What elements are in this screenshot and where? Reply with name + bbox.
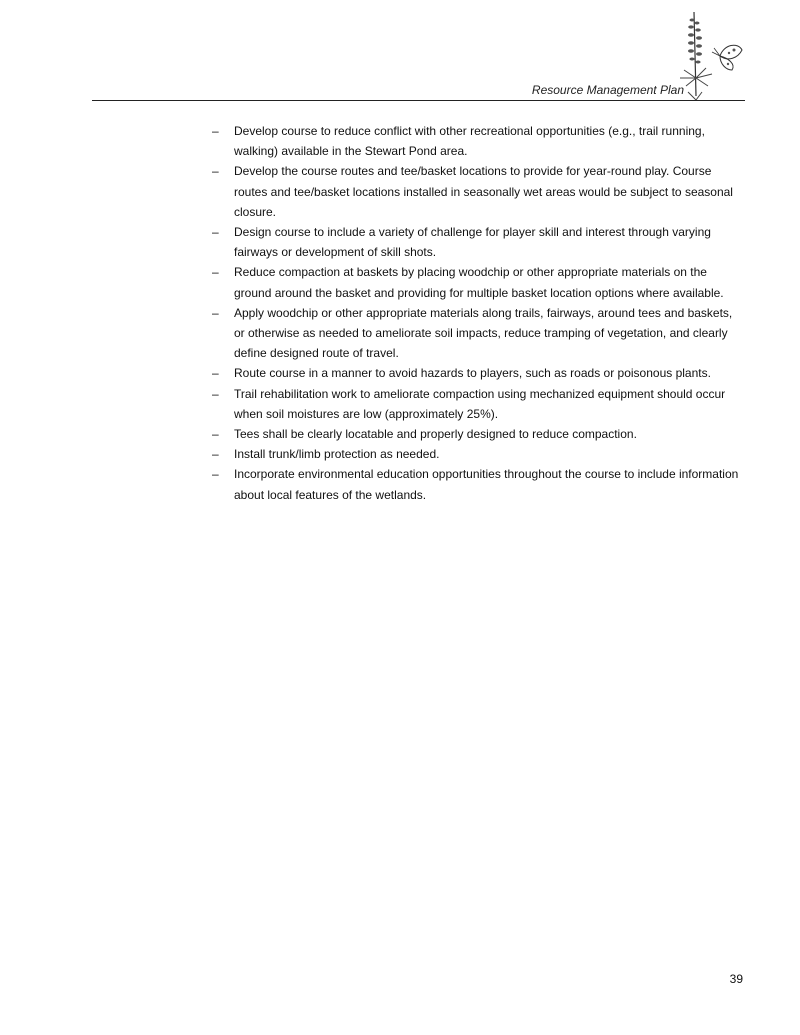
bullet-dash: –	[212, 366, 219, 381]
bullet-dash: –	[212, 164, 219, 179]
list-item	[212, 303, 742, 364]
list-item-text: Apply woodchip or other appropriate materials along trails, fairways, around tees and baskets, or otherwise as needed to ameliorate soil impacts, reduce tramping of vegetation, and clearly define designed route of travel.	[234, 305, 733, 361]
list-item	[212, 363, 742, 383]
page-number: 39	[729, 972, 743, 986]
bullet-dash: –	[212, 427, 219, 442]
list-item	[212, 424, 742, 444]
list-item-text: Develop course to reduce conflict with other recreational opportunities (e.g., trail running, walking) available in the Stewart Pond area.	[234, 124, 705, 159]
list-item	[212, 384, 742, 424]
plant-and-butterfly-icon	[672, 8, 752, 100]
list-item	[212, 262, 742, 302]
list-item-text: Trail rehabilitation work to ameliorate compaction using mechanized equipment should occur when soil moistures are low (approximately 25%).	[234, 386, 726, 421]
list-item-text: Reduce compaction at baskets by placing woodchip or other appropriate materials on the ground around the basket and providing for multiple basket location options where available.	[234, 265, 724, 300]
list-item	[212, 161, 742, 222]
bullet-dash: –	[212, 265, 219, 280]
list-item	[212, 444, 742, 464]
bullet-dash: –	[212, 386, 219, 401]
bullet-dash: –	[212, 447, 219, 462]
list-item-text: Tees shall be clearly locatable and properly designed to reduce compaction.	[234, 427, 637, 442]
list-item	[212, 222, 742, 262]
list-item-text: Install trunk/limb protection as needed.	[234, 447, 440, 462]
list-item-text: Incorporate environmental education opportunities throughout the course to include information about local features of the wetlands.	[234, 467, 739, 502]
list-item-text: Design course to include a variety of challenge for player skill and interest through varying fairways or development of skill shots.	[234, 225, 711, 260]
bullet-list	[212, 121, 742, 505]
header-title: Resource Management Plan	[531, 83, 684, 97]
list-item	[212, 464, 742, 504]
bullet-dash: –	[212, 124, 219, 138]
bullet-dash: –	[212, 305, 219, 320]
list-item-text: Develop the course routes and tee/basket locations to provide for year-round play. Course routes and tee/basket locations installed in seasonally wet areas would be subject to seasonal closure.	[234, 164, 733, 219]
list-item-text: Route course in a manner to avoid hazards to players, such as roads or poisonous plants.	[234, 366, 711, 381]
bullet-dash: –	[212, 225, 219, 240]
bullet-dash: –	[212, 467, 219, 482]
header-divider	[92, 100, 745, 101]
list-item	[212, 121, 742, 161]
